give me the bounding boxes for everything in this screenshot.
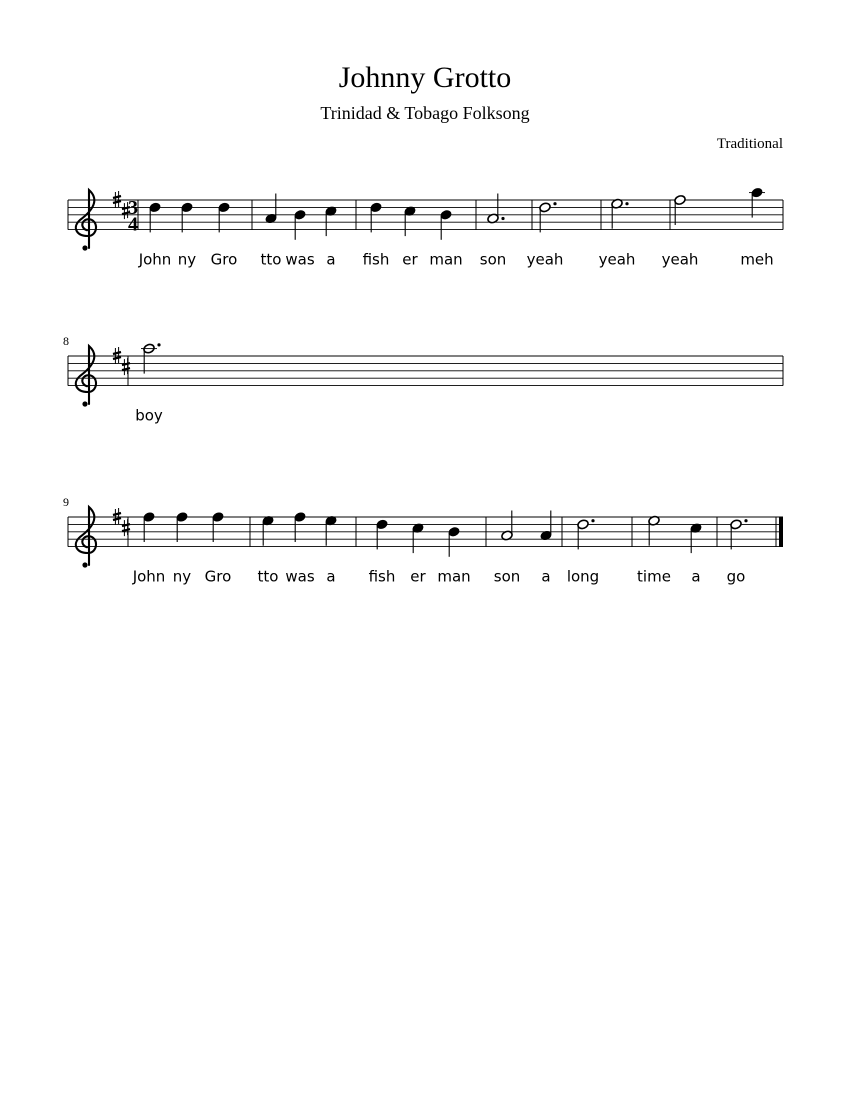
lyric-syllable: tto <box>260 250 282 269</box>
measure-number: 9 <box>63 495 69 509</box>
staff-system <box>68 187 783 269</box>
staff-system <box>63 495 783 586</box>
augmentation-dot <box>591 519 594 522</box>
sharp-icon <box>113 191 121 208</box>
lyric-syllable: er <box>410 567 426 586</box>
note <box>412 523 425 554</box>
note <box>325 206 338 237</box>
lyric-syllable: meh <box>740 250 774 269</box>
lyric-syllable: a <box>326 250 336 269</box>
lyric-syllable: Gro <box>204 567 232 586</box>
note <box>648 515 661 546</box>
time-signature-bottom: 4 <box>128 213 138 236</box>
note <box>440 209 453 240</box>
lyric-syllable: time <box>637 567 671 586</box>
lyric-syllable: a <box>541 567 551 586</box>
staff-system <box>63 334 783 425</box>
lyric-syllable: John <box>138 250 172 269</box>
lyric-syllable: was <box>285 250 315 269</box>
note <box>370 202 383 233</box>
treble-clef-icon <box>76 346 96 407</box>
note <box>540 511 553 542</box>
note <box>265 194 278 225</box>
lyric-syllable: ny <box>172 567 192 586</box>
note <box>181 202 194 233</box>
treble-clef-icon <box>76 190 96 251</box>
time-signature-top: 3 <box>128 196 138 219</box>
sharp-icon <box>113 347 121 364</box>
note <box>404 206 417 237</box>
lyric-syllable: fish <box>368 567 396 586</box>
lyric-syllable: tto <box>257 567 279 586</box>
lyric-syllable: a <box>691 567 701 586</box>
treble-clef-icon <box>76 507 96 568</box>
lyric-syllable: was <box>285 567 315 586</box>
piece-title: Johnny Grotto <box>338 61 512 94</box>
lyric-syllable: yeah <box>661 250 699 269</box>
note <box>218 202 231 233</box>
lyric-syllable: er <box>402 250 418 269</box>
note <box>501 511 514 542</box>
note <box>325 515 338 546</box>
note <box>294 511 307 542</box>
augmentation-dot <box>157 343 160 346</box>
note <box>487 194 505 225</box>
sharp-icon <box>122 358 130 375</box>
lyric-syllable: man <box>437 567 471 586</box>
note <box>690 523 703 554</box>
note <box>539 202 557 233</box>
note <box>674 194 687 225</box>
augmentation-dot <box>553 202 556 205</box>
lyric-syllable: John <box>132 567 166 586</box>
note <box>611 198 629 229</box>
note <box>448 526 461 557</box>
lyric-syllable: long <box>566 567 600 586</box>
composer-credit: Traditional <box>716 136 783 152</box>
lyric-syllable: yeah <box>598 250 636 269</box>
note <box>212 511 225 542</box>
note <box>176 511 189 542</box>
sharp-icon <box>113 508 121 525</box>
note <box>294 209 307 240</box>
lyric-syllable: fish <box>362 250 390 269</box>
lyric-syllable: yeah <box>526 250 564 269</box>
lyric-syllable: Gro <box>210 250 238 269</box>
note <box>149 202 162 233</box>
note <box>143 511 156 542</box>
lyric-syllable: man <box>429 250 463 269</box>
lyric-syllable: boy <box>135 406 163 425</box>
augmentation-dot <box>501 217 504 220</box>
note <box>577 519 595 550</box>
lyric-syllable: a <box>326 567 336 586</box>
lyric-syllable: go <box>726 567 746 586</box>
note <box>262 515 275 546</box>
lyric-syllable: son <box>479 250 507 269</box>
sharp-icon <box>122 519 130 536</box>
note <box>749 187 765 218</box>
measure-number: 8 <box>63 334 69 348</box>
note <box>376 519 389 550</box>
note <box>730 519 748 550</box>
augmentation-dot <box>625 202 628 205</box>
augmentation-dot <box>744 519 747 522</box>
piece-subtitle: Trinidad & Tobago Folksong <box>320 103 530 123</box>
note <box>141 343 161 374</box>
final-bar-line <box>779 517 783 547</box>
lyric-syllable: ny <box>177 250 197 269</box>
lyric-syllable: son <box>493 567 521 586</box>
